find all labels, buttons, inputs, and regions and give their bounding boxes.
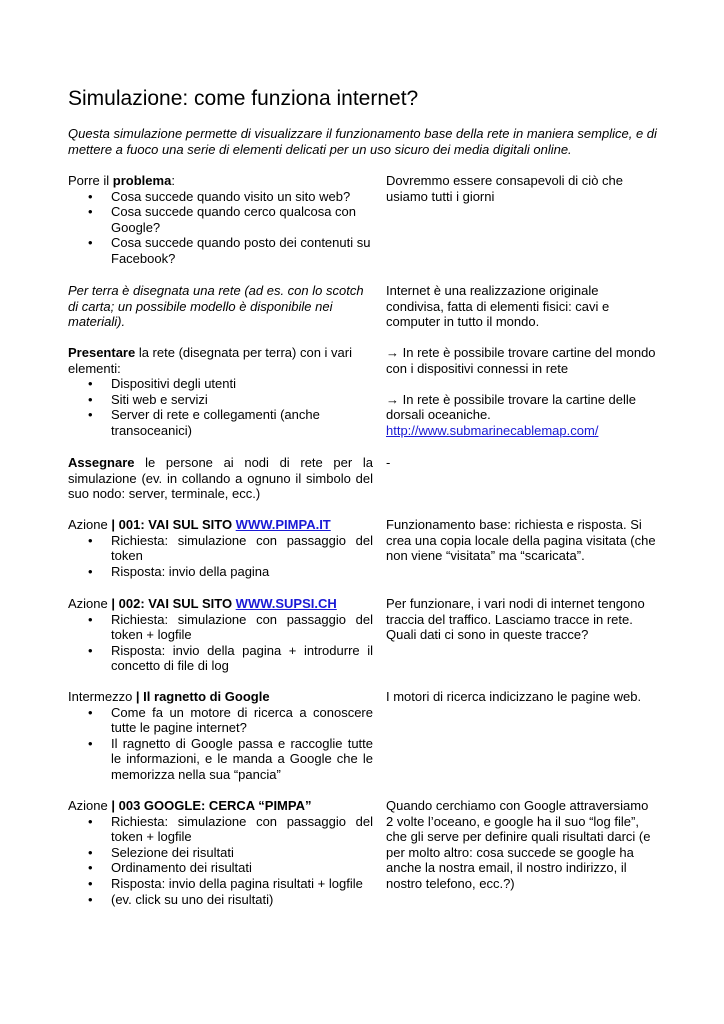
azione-heading — [68, 517, 373, 533]
azione-heading — [68, 596, 373, 612]
problema-list — [68, 189, 373, 267]
rete-description: Per terra è disegnata una rete (ad es. con lo scotch di carta; un possibile modello è disponibile nei materiali). — [68, 283, 364, 330]
presentare-text — [68, 345, 373, 376]
list-item: • Risposta: invio della pagina + introdurre il concetto di file di log — [68, 643, 373, 674]
left-column — [68, 596, 373, 674]
azione-heading — [68, 798, 373, 814]
right-column — [386, 596, 658, 643]
list-item: • (ev. click su uno dei risultati) — [68, 892, 373, 908]
submarine-cable-map-link[interactable]: http://www.submarinecablemap.com/ — [386, 422, 599, 438]
list-item: • Siti web e servizi — [68, 392, 373, 408]
note-text: Internet è una realizzazione originale condivisa, fatta di elementi fisici: cavi e computer in tutto il mondo. — [386, 283, 610, 330]
left-column — [68, 283, 373, 330]
note-text: Per funzionare, i vari nodi di internet tengono traccia del traffico. Lasciamo tracce in rete. Quali dati ci sono in queste tracce? — [386, 596, 645, 643]
intermezzo-heading — [68, 689, 373, 705]
left-column — [68, 689, 373, 783]
presentare-bold: Presentare — [68, 345, 136, 360]
left-column — [68, 173, 373, 267]
right-column — [386, 173, 658, 204]
heading-bold: problema — [112, 173, 172, 188]
note-text: I motori di ricerca indicizzano le pagine web. — [386, 689, 642, 704]
right-column — [386, 798, 658, 892]
intermezzo-list — [68, 705, 373, 783]
list-item: • Cosa succede quando cerco qualcosa con Google? — [68, 204, 373, 235]
azione-list — [68, 612, 373, 674]
right-column — [386, 517, 658, 564]
arrow-right-icon: → — [386, 391, 399, 407]
note-text: Funzionamento base: richiesta e risposta. Si crea una copia locale della pagina visitata (che non viene “visitata” ma “scaricata”. — [386, 517, 656, 564]
heading-suffix: : — [171, 173, 175, 188]
heading-prefix: Intermezzo — [68, 689, 136, 704]
list-item: • Selezione dei risultati — [68, 845, 373, 861]
note-text: - — [386, 455, 391, 470]
right-column — [386, 345, 658, 439]
note-text: Quando cerchiamo con Google attraversiamo 2 volte l’oceano, e google ha il suo “log file”, che gli serve per definire quali risultati darci (e per molto altro: cosa succede se google ha anche la nostra email, il nostro indirizzo, il nostro telefono, ecc.?) — [386, 798, 651, 891]
azione-list — [68, 533, 373, 580]
right-column — [386, 455, 658, 471]
right-column — [386, 689, 658, 705]
assegnare-bold: Assegnare — [68, 455, 135, 470]
list-item: • Risposta: invio della pagina — [68, 564, 373, 580]
heading-bold: | 003 GOOGLE: CERCA “PIMPA” — [111, 798, 312, 813]
note-text — [386, 345, 658, 376]
list-item: • Dispositivi degli utenti — [68, 376, 373, 392]
presentare-rest: la rete (disegnata per terra) con i vari elementi: — [68, 345, 352, 376]
heading-prefix: Azione — [68, 798, 112, 813]
azione-list — [68, 814, 373, 908]
list-item: • Risposta: invio della pagina risultati + logfile — [68, 876, 373, 892]
list-item: • Come fa un motore di ricerca a conoscere tutte le pagine internet? — [68, 705, 373, 736]
intro-paragraph: Questa simulazione permette di visualizzare il funzionamento base della rete in maniera semplice, e di mettere a fuoco una serie di elementi delicati per un uso sicuro dei media digitali online. — [68, 126, 657, 157]
list-item: • Richiesta: simulazione con passaggio del token + logfile — [68, 612, 373, 643]
list-item: • Richiesta: simulazione con passaggio del token + logfile — [68, 814, 373, 845]
left-column — [68, 455, 373, 502]
note-part: In rete è possibile trovare cartine del mondo con i dispositivi connessi in rete — [386, 345, 656, 376]
left-column — [68, 798, 373, 907]
list-item: • Richiesta: simulazione con passaggio del token — [68, 533, 373, 564]
list-item: • Cosa succede quando visito un sito web? — [68, 189, 373, 205]
heading-bold: | Il ragnetto di Google — [135, 689, 270, 704]
arrow-right-icon: → — [386, 345, 399, 360]
list-item: • Ordinamento dei risultati — [68, 860, 373, 876]
list-item: • Server di rete e collegamenti (anche transoceanici) — [68, 407, 373, 438]
heading-bold: | 001: VAI SUL SITO — [111, 517, 236, 532]
note-text — [386, 392, 658, 423]
problema-heading — [68, 173, 373, 189]
left-column — [68, 517, 373, 579]
heading-bold: | 002: VAI SUL SITO — [111, 596, 236, 611]
heading-prefix: Azione — [68, 596, 112, 611]
left-column — [68, 345, 373, 439]
right-column — [386, 283, 658, 330]
assegnare-rest: le persone ai nodi di rete per la simulazione (ev. in collando a ognuno il simbolo del suo nodo: server, terminale, ecc.) — [68, 455, 373, 502]
note-part: In rete è possibile trovare la cartine delle dorsali oceaniche. — [386, 391, 637, 423]
pimpa-link[interactable]: WWW.PIMPA.IT — [235, 517, 331, 532]
heading-prefix: Porre il — [68, 173, 113, 188]
list-item: • Il ragnetto di Google passa e raccoglie tutte le informazioni, e le manda a Google che le memorizza nella sua “pancia” — [68, 736, 373, 783]
note-text: Dovremmo essere consapevoli di ciò che usiamo tutti i giorni — [386, 173, 623, 204]
list-item: • Cosa succede quando posto dei contenuti su Facebook? — [68, 235, 373, 266]
supsi-link[interactable]: WWW.SUPSI.CH — [235, 596, 337, 611]
elementi-list — [68, 376, 373, 438]
document-title: Simulazione: come funziona internet? — [68, 87, 419, 110]
heading-prefix: Azione — [68, 517, 112, 532]
assegnare-text — [68, 455, 373, 502]
